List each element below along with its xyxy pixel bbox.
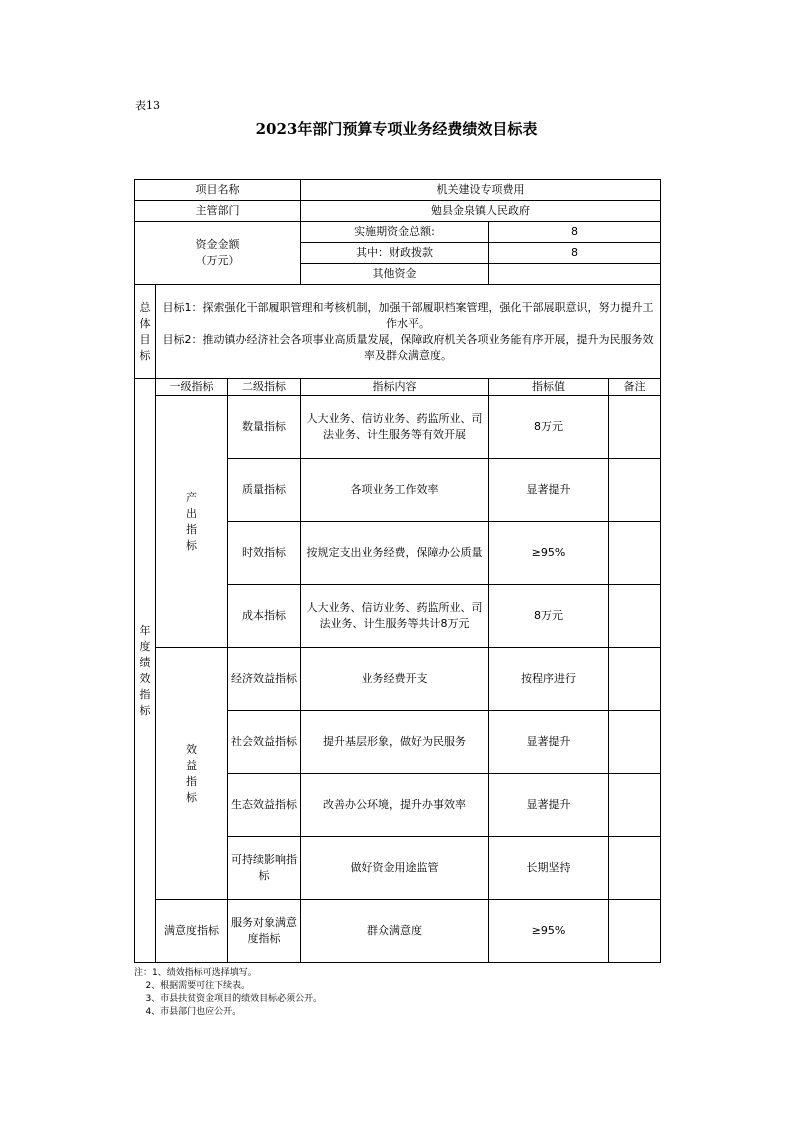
content-cell: 改善办公环境，提升办事效率 <box>301 774 489 837</box>
project-name-label: 项目名称 <box>135 180 301 201</box>
project-name-row <box>135 180 661 201</box>
level2-cell: 生态效益指标 <box>228 774 301 837</box>
level2-cell: 数量指标 <box>228 396 301 459</box>
col-content: 指标内容 <box>301 379 489 396</box>
dept-row <box>135 201 661 222</box>
value-cell: ≥95% <box>489 900 609 963</box>
col-level1: 一级指标 <box>156 379 228 396</box>
footnote: 3、市县扶贫资金项目的绩效目标必须公开。 <box>134 994 323 1004</box>
content-cell: 业务经费开支 <box>301 648 489 711</box>
performance-table <box>134 179 661 963</box>
benefit-indicator-label: 效益指标 <box>156 648 228 900</box>
total-funds-value: 8 <box>489 222 661 243</box>
footnotes <box>134 967 322 1019</box>
level2-cell: 时效指标 <box>228 522 301 585</box>
remark-cell <box>609 900 661 963</box>
level2-cell: 质量指标 <box>228 459 301 522</box>
value-cell: ≥95% <box>489 522 609 585</box>
value-cell: 8万元 <box>489 585 609 648</box>
level2-cell: 成本指标 <box>228 585 301 648</box>
content-cell: 各项业务工作效率 <box>301 459 489 522</box>
indicator-row <box>135 900 661 963</box>
funds-label-line1: 资金金额 <box>195 238 240 251</box>
remark-cell <box>609 459 661 522</box>
funds-label <box>135 222 301 285</box>
level2-cell: 可持续影响指标 <box>228 837 301 900</box>
content-cell: 按规定支出业务经费，保障办公质量 <box>301 522 489 585</box>
value-cell: 显著提升 <box>489 774 609 837</box>
content-cell: 做好资金用途监管 <box>301 837 489 900</box>
page-title: 2023年部门预算专项业务经费绩效目标表 <box>255 120 538 138</box>
value-cell: 显著提升 <box>489 459 609 522</box>
funds-label-line2: （万元） <box>195 254 240 267</box>
remark-cell <box>609 396 661 459</box>
goal-2: 目标2：推动镇办经济社会各项事业高质量发展，保障政府机关各项业务能有序开展，提升为民服务效率及群众满意度。 <box>162 332 654 362</box>
goal-1: 目标1：探索强化干部履职管理和考核机制，加强干部履职档案管理，强化干部展职意识，努力提升工作水平。 <box>162 300 654 330</box>
content-cell: 人大业务、信访业务、药监所业、司法业务、计生服务等共计8万元 <box>301 585 489 648</box>
project-name-value: 机关建设专项费用 <box>301 180 661 201</box>
remark-cell <box>609 522 661 585</box>
level2-cell: 社会效益指标 <box>228 711 301 774</box>
fiscal-value: 8 <box>489 243 661 264</box>
value-cell: 长期坚持 <box>489 837 609 900</box>
other-funds-value <box>489 264 661 285</box>
remark-cell <box>609 648 661 711</box>
remark-cell <box>609 585 661 648</box>
total-funds-label: 实施期资金总额: <box>301 222 489 243</box>
output-indicator-label: 产出指标 <box>156 396 228 648</box>
value-cell: 按程序进行 <box>489 648 609 711</box>
indicator-row <box>135 396 661 459</box>
level2-cell: 服务对象满意度指标 <box>228 900 301 963</box>
footnote: 2、根据需要可往下续表。 <box>134 981 251 991</box>
indicator-header-row <box>135 379 661 396</box>
overall-goal-label: 总体目标 <box>135 285 156 379</box>
overall-goal-row <box>135 285 661 379</box>
remark-cell <box>609 837 661 900</box>
funds-total-row <box>135 222 661 243</box>
col-value: 指标值 <box>489 379 609 396</box>
dept-value: 勉县金泉镇人民政府 <box>301 201 661 222</box>
value-cell: 8万元 <box>489 396 609 459</box>
page-label: 表13 <box>135 99 160 112</box>
value-cell: 显著提升 <box>489 711 609 774</box>
level2-cell: 经济效益指标 <box>228 648 301 711</box>
indicator-row <box>135 648 661 711</box>
content-cell: 群众满意度 <box>301 900 489 963</box>
other-funds-label: 其他资金 <box>301 264 489 285</box>
footnote: 4、市县部门也应公开。 <box>134 1007 242 1017</box>
content-cell: 提升基层形象，做好为民服务 <box>301 711 489 774</box>
footnote: 注：1、绩效指标可选择填写。 <box>134 968 257 978</box>
dept-label: 主管部门 <box>135 201 301 222</box>
content-cell: 人大业务、信访业务、药监所业、司法业务、计生服务等有效开展 <box>301 396 489 459</box>
satisfaction-indicator-label: 满意度指标 <box>156 900 228 963</box>
col-level2: 二级指标 <box>228 379 301 396</box>
remark-cell <box>609 774 661 837</box>
fiscal-label: 其中：财政拨款 <box>301 243 489 264</box>
remark-cell <box>609 711 661 774</box>
overall-goal-text <box>156 285 661 379</box>
col-remark: 备注 <box>609 379 661 396</box>
annual-indicator-label: 年度绩效指标 <box>135 379 156 963</box>
